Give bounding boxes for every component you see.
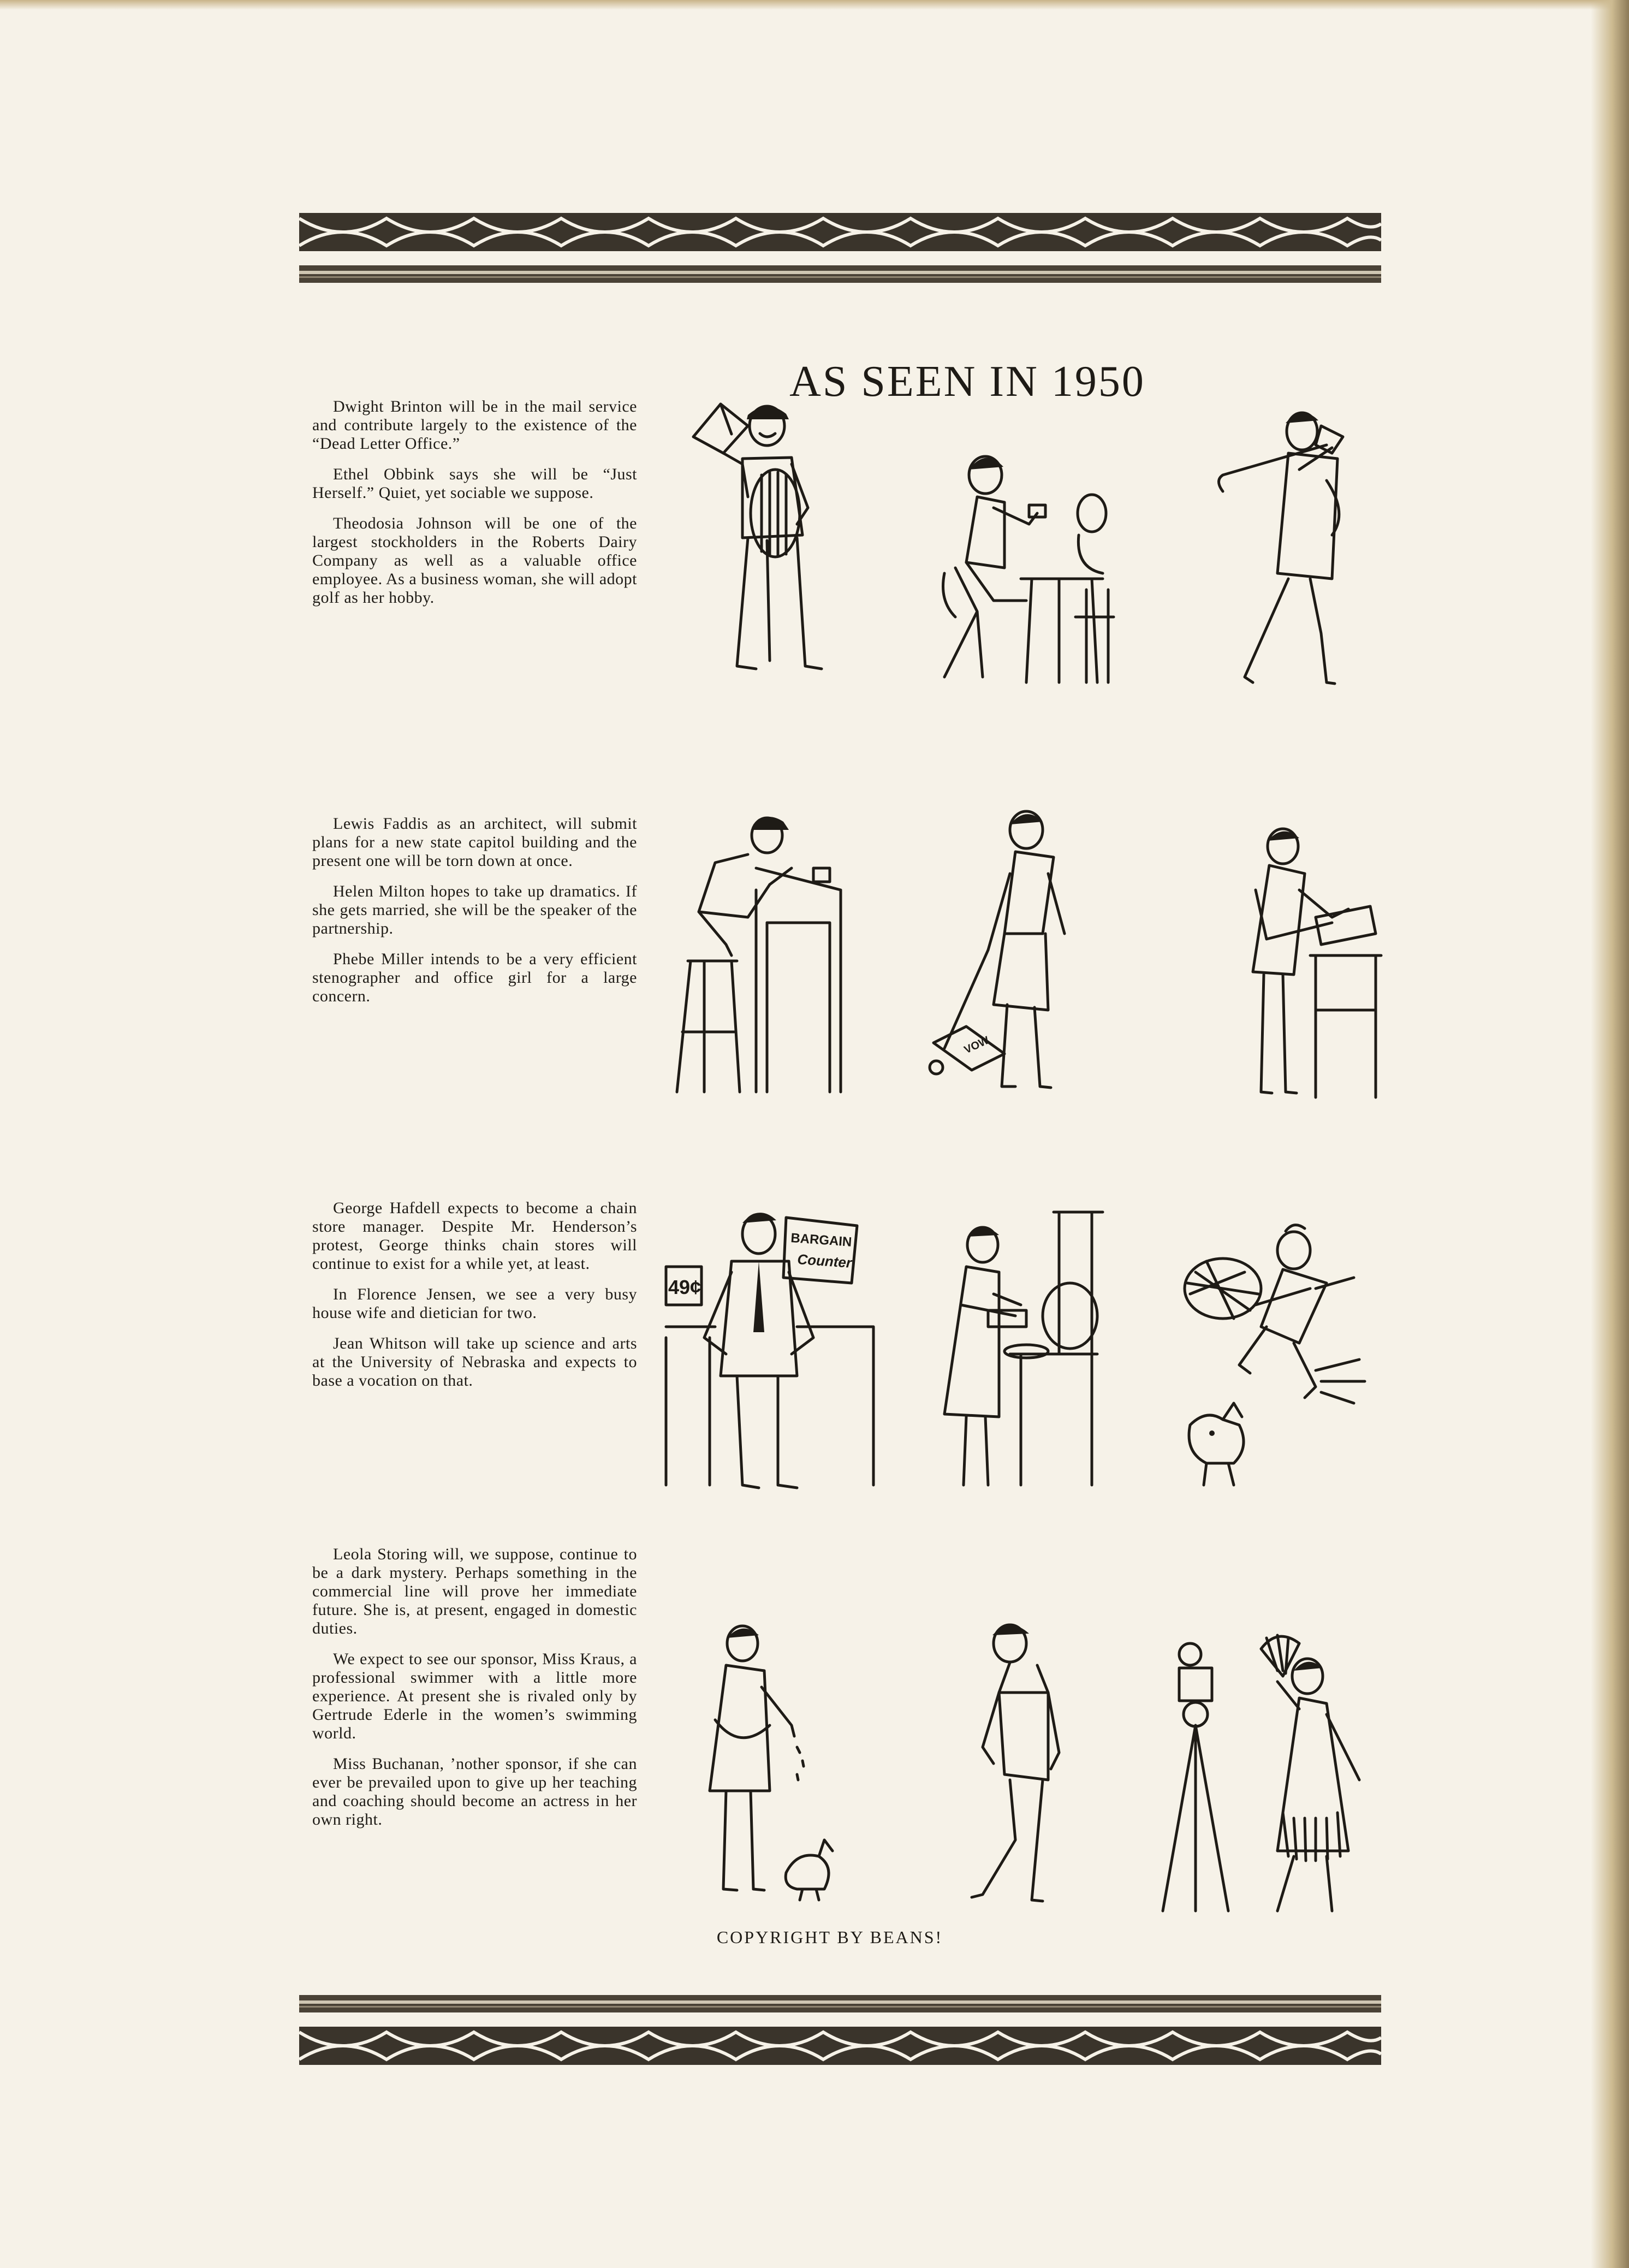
paragraph-leola-storing: Leola Storing will, we suppose, continue to be a dark mystery. Perhaps something in the commercial line will prove her immediate future. She is, at present, engaged in domestic duties. xyxy=(312,1545,637,1637)
copyright-line: COPYRIGHT BY BEANS! xyxy=(716,1927,943,1947)
text-block-row-2 xyxy=(312,815,637,1018)
paragraph-ethel-obbink: Ethel Obbink says she will be “Just Herself.” Quiet, yet sociable we suppose. xyxy=(312,465,637,502)
illustration-woman-golfer xyxy=(1201,393,1387,699)
bottom-decorative-border xyxy=(299,1993,1381,2080)
illustration-butterfly-catcher-with-dog xyxy=(1174,1218,1381,1501)
page-binding-shadow xyxy=(1591,0,1629,2268)
text-block-row-1 xyxy=(312,397,637,619)
paragraph-george-hafdell: George Hafdell expects to become a chain store manager. Despite Mr. Henderson’s protest, George thinks chain stores will continue to exist for a while yet, at least. xyxy=(312,1199,637,1273)
vacuum-brand-label: VOW xyxy=(962,1034,991,1056)
paragraph-miss-buchanan: Miss Buchanan, ’nother sponsor, if she can ever be prevailed upon to give up her teaching and coaching should become an actress in her own right. xyxy=(312,1755,637,1828)
bargain-sign-line-1: BARGAIN xyxy=(790,1231,853,1250)
text-block-row-3 xyxy=(312,1199,637,1402)
price-sign: 49¢ xyxy=(668,1276,701,1298)
page-title: AS SEEN IN 1950 xyxy=(789,357,1145,406)
rope-band xyxy=(299,1993,1381,2015)
illustration-stenographer-typing xyxy=(1223,814,1387,1103)
rope-band xyxy=(299,263,1381,285)
bargain-sign-line-2: Counter xyxy=(796,1251,853,1271)
illustration-housewife-cooking xyxy=(923,1207,1108,1496)
illustration-store-manager xyxy=(661,1196,879,1501)
illustration-woman-vacuuming xyxy=(912,797,1119,1103)
lattice-band xyxy=(299,2027,1381,2065)
illustration-actress-with-camera xyxy=(1152,1616,1387,1922)
illustration-swimmer xyxy=(950,1611,1114,1916)
paragraph-lewis-faddis: Lewis Faddis as an architect, will submit plans for a new state capitol building and the present one will be torn down at once. xyxy=(312,815,637,870)
page-top-shadow xyxy=(0,0,1629,10)
paragraph-theodosia-johnson: Theodosia Johnson will be one of the largest stockholders in the Roberts Dairy Company as well as a valuable office employee. As a business woman, she will adopt golf as her hobby. xyxy=(312,514,637,607)
paragraph-phebe-miller: Phebe Miller intends to be a very efficient stenographer and office girl for a large concern. xyxy=(312,950,637,1005)
illustration-architect-at-drafting-desk xyxy=(666,803,852,1097)
paragraph-helen-milton: Helen Milton hopes to take up dramatics. If she gets married, she will be the speaker of the partnership. xyxy=(312,882,637,937)
illustration-mailman xyxy=(671,393,857,688)
paragraph-dwight-brinton: Dwight Brinton will be in the mail service and contribute largely to the existence of the “Dead Letter Office.” xyxy=(312,397,637,453)
lattice-band xyxy=(299,213,1381,251)
illustration-women-card-game xyxy=(923,437,1130,699)
text-block-row-4 xyxy=(312,1545,637,1841)
illustration-woman-feeding-chickens xyxy=(688,1611,873,1916)
paragraph-florence-jensen: In Florence Jensen, we see a very busy house wife and dietician for two. xyxy=(312,1285,637,1322)
paragraph-jean-whitson: Jean Whitson will take up science and arts at the University of Nebraska and expects to base a vocation on that. xyxy=(312,1334,637,1390)
top-decorative-border xyxy=(299,213,1381,300)
paragraph-miss-kraus: We expect to see our sponsor, Miss Kraus, a professional swimmer with a little more experience. At present she is rivaled only by Gertrude Ederle in the women’s swimming world. xyxy=(312,1650,637,1742)
